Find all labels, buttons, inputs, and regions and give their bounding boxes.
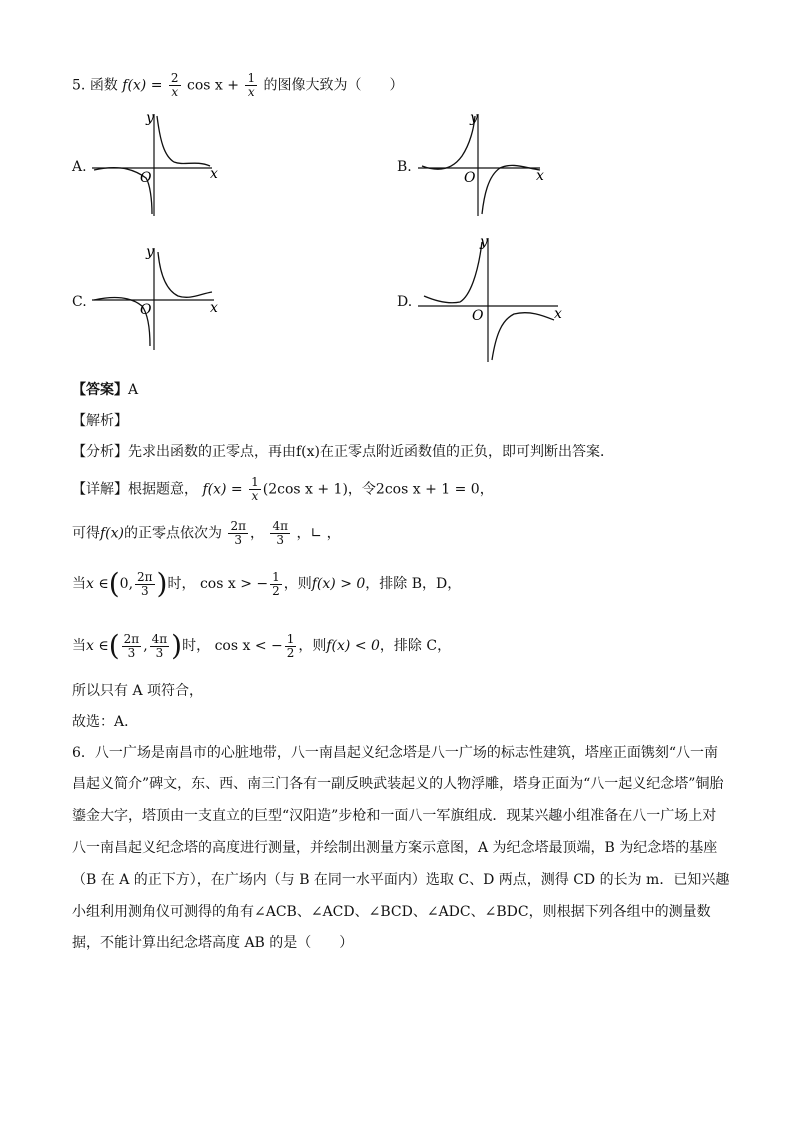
q6-line-3: 鎏金大字，塔顶由一支直立的巨型“汉阳造”步枪和一面八一军旗组成．现某兴趣小组准备在八一广场上对: [72, 808, 717, 824]
detail-4c: cos x < −: [214, 638, 283, 654]
option-d-graph: [418, 234, 568, 368]
zero-1: $\frac{2\pi}{3}$: [230, 519, 246, 547]
svg-text:x: x: [210, 300, 218, 316]
answer-line: [72, 380, 138, 400]
q6-line-2: 昌起义简介”碑文，东、西、南三门各有一副反映武装起义的人物浮雕，塔身正面为“八一起义纪念塔”铜胎: [72, 776, 724, 792]
detail-1d: 2cos x + 1 = 0: [375, 481, 480, 498]
svg-text:y: y: [146, 244, 154, 260]
detail-tag: 【详解】: [72, 481, 128, 498]
detail-line-3: 当x ∈(0, $\frac{2\pi}{3}$ )时， cos x > − $\frac{1}{2}$ ，则f(x) > 0，排除 B，D，: [72, 567, 462, 600]
detail-2-fx: f(x): [100, 525, 125, 542]
q6-line-7: 据，不能计算出纪念塔高度 AB 的是（ ）: [72, 935, 354, 951]
option-c-graph: [92, 246, 242, 360]
detail-3f: ，排除 B，D，: [365, 576, 462, 592]
detail-3c: cos x > −: [199, 576, 269, 592]
detail-1c: ，令: [347, 481, 376, 498]
q5-number: 5.: [72, 77, 86, 94]
detail-4f: ，排除 C，: [379, 638, 452, 654]
q5-func-lhs: f(x) =: [122, 77, 163, 94]
detail-3d: ，则: [283, 576, 312, 592]
svg-text:O: O: [140, 302, 152, 318]
detail-1-frac: $\frac{1}{x}$: [251, 475, 259, 503]
analysis-tag: 【分析】: [72, 444, 128, 460]
q5-cos-term: cos x +: [187, 77, 239, 94]
detail-3-half: $\frac{1}{2}$: [272, 569, 280, 598]
option-d-label: D.: [397, 294, 413, 310]
svg-text:O: O: [464, 170, 476, 186]
option-c-label: C.: [72, 294, 87, 310]
detail-4e: f(x) < 0: [326, 638, 380, 654]
q5-stem: [72, 72, 404, 99]
detail-1-fx: f(x) =: [202, 481, 243, 498]
detail-line-2: 可得f(x)的正零点依次为 $\frac{2\pi}{3}$ ， $\frac{4\pi}{3}$ ，∟ ，: [72, 519, 341, 547]
detail-3-int-a: 0,: [119, 576, 134, 592]
detail-line-1: [72, 476, 494, 503]
q5-frac-1: $\frac{2}{x}$: [170, 71, 179, 99]
zero-2: $\frac{4\pi}{3}$: [272, 519, 288, 547]
detail-4a: 当: [72, 638, 86, 654]
analysis-heading: 【解析】: [72, 413, 128, 429]
detail-4-frac-2: $\frac{4\pi}{3}$: [151, 631, 168, 660]
svg-text:x: x: [554, 306, 562, 322]
q5-suffix: 的图像大致为（ ）: [263, 77, 404, 94]
detail-2c: ，∟ ，: [296, 525, 341, 542]
option-b-graph: [418, 110, 568, 224]
detail-4x: x ∈: [86, 638, 109, 654]
detail-1a: 根据题意，: [128, 481, 198, 498]
detail-3x: x ∈: [86, 576, 109, 592]
svg-text:y: y: [470, 110, 478, 126]
detail-4-half: $\frac{1}{2}$: [286, 631, 295, 660]
q6-line-4: 八一南昌起义纪念塔的高度进行测量，并绘制出测量方案示意图，A 为纪念塔最顶端，B 为纪念塔的基座: [72, 840, 718, 856]
svg-text:O: O: [472, 308, 484, 324]
option-b-label: B.: [397, 159, 412, 175]
analysis-text: 先求出函数的正零点，再由f(x)在正零点附近函数值的正负，即可判断出答案．: [128, 444, 614, 460]
detail-line-4: 当x ∈( $\frac{2\pi}{3}$ , $\frac{4\pi}{3}$ )时， cos x < − $\frac{1}{2}$ ，则f(x) < 0，排除 C，: [72, 629, 452, 662]
q6-line-6: 小组利用测角仪可测得的角有∠ACB、∠ACD、∠BCD、∠ADC、∠BDC，则根据下列各组中的测量数: [72, 904, 711, 920]
option-a-graph: [92, 110, 242, 224]
detail-3e: f(x) > 0: [311, 576, 366, 592]
q5-frac-2: $\frac{1}{x}$: [247, 71, 256, 99]
detail-3a: 当: [72, 576, 86, 592]
detail-1b: (2cos x + 1): [262, 481, 348, 498]
detail-2a: 可得: [72, 525, 100, 542]
detail-4-frac-1: $\frac{2\pi}{3}$: [123, 631, 140, 660]
q5-prefix: 函数: [89, 77, 118, 94]
origin-label: O: [140, 170, 152, 186]
answer-tag: 【答案】: [72, 382, 128, 398]
detail-4d: ，则: [298, 638, 327, 654]
option-a-label: A.: [72, 159, 87, 175]
detail-line-6: 故选：A．: [72, 714, 139, 730]
detail-3b: 时，: [167, 576, 196, 592]
svg-text:x: x: [536, 168, 544, 184]
analysis-line: [72, 442, 614, 462]
x-axis-label: x: [210, 166, 218, 182]
detail-2b: 的正零点依次为: [124, 525, 223, 542]
detail-4b: 时，: [182, 638, 211, 654]
detail-3-frac: $\frac{2\pi}{3}$: [137, 569, 153, 598]
detail-line-5: 所以只有 A 项符合，: [72, 683, 204, 699]
q6-line-5: （B 在 A 的正下方），在广场内（与 B 在同一水平面内）选取 C、D 两点，测得 CD 的长为 m．已知兴趣: [72, 872, 730, 888]
q6-line-1: 6．八一广场是南昌市的心脏地带，八一南昌起义纪念塔是八一广场的标志性建筑，塔座正面镌刻“八一南: [72, 745, 719, 761]
detail-1e: ，: [479, 481, 494, 498]
y-axis-label: y: [146, 110, 154, 126]
answer-value: A: [128, 382, 139, 398]
svg-text:y: y: [480, 234, 488, 250]
